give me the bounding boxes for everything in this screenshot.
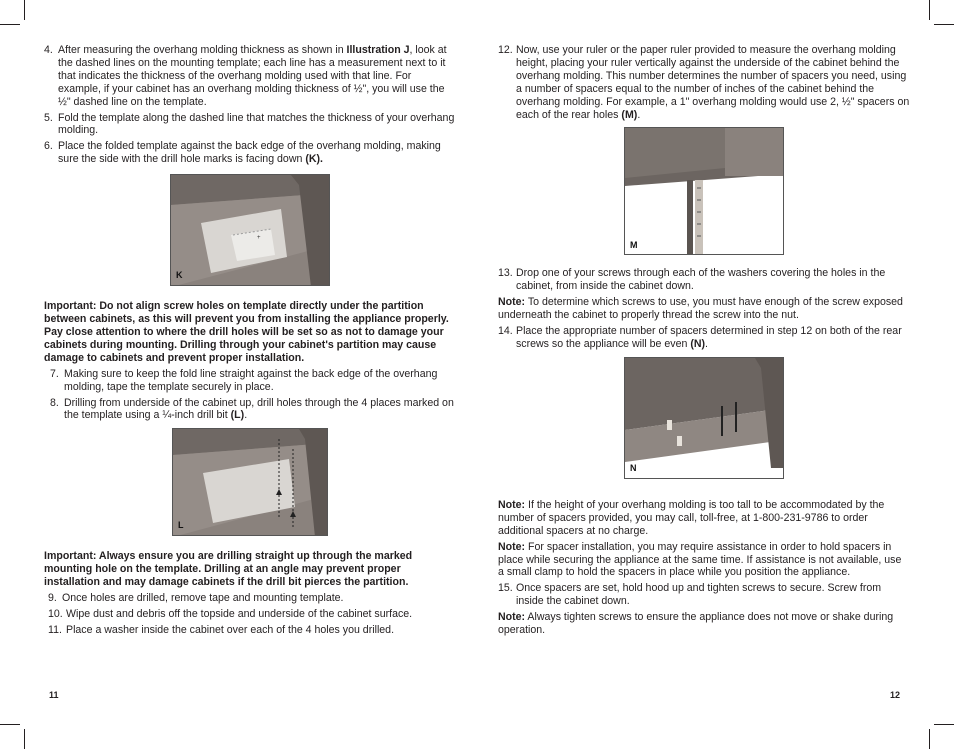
note-text: For spacer installation, you may require assistance in order to hold spacers in place while securing the appliance at the same time. If assistance is not available, use a small clamp to hold the spacers in place while you position the appliance. <box>498 540 902 579</box>
step-list <box>44 44 456 166</box>
note-text: Always tighten screws to ensure the appliance does not move or shake during operation. <box>498 611 894 637</box>
step-number: 10. <box>48 607 63 620</box>
step-text: Wipe dust and debris off the topside and underside of the cabinet surface. <box>66 607 413 620</box>
step-text: . <box>244 409 248 422</box>
step-text: . <box>705 337 708 350</box>
step-text-bold: Illustration J <box>346 44 410 56</box>
step-text: After measuring the overhang molding thickness as shown in <box>58 44 347 56</box>
illustration-l <box>172 428 328 536</box>
note-label: Note: <box>498 540 526 553</box>
page-number-right: 12 <box>890 690 901 700</box>
figure-label-m: M <box>630 239 638 250</box>
step-number: 13. <box>498 267 513 280</box>
important-note-drilling: Important: Always ensure you are drilling straight up through the marked mounting hole on the template. Drilling at an angle may prevent proper installation and may damage cabinets if the drill bit pierces the partition. <box>44 550 413 589</box>
illustration-m-image <box>625 128 784 255</box>
step-item <box>50 368 456 394</box>
step-text: Once spacers are set, hold hood up and tighten screws to secure. Screw from inside the cabinet down. <box>516 582 882 608</box>
step-text: Place a washer inside the cabinet over each of the 4 holes you drilled. <box>66 623 395 636</box>
step-text: Once holes are drilled, remove tape and mounting template. <box>62 592 344 605</box>
crop-mark-bottom-left-h <box>0 724 20 725</box>
note-text: If the height of your overhang molding is too tall to be accommodated by the number of spacers provided, you may call, toll-free, at 1-800-231-9786 to order additional spacers at no charge. <box>498 498 885 537</box>
note-spacer-installation <box>498 541 910 580</box>
step-list <box>44 368 456 423</box>
step-number: 6. <box>44 140 53 153</box>
illustration-l-image <box>173 429 328 536</box>
crop-mark-top-right-h <box>934 24 954 25</box>
illustration-n-image <box>625 358 784 479</box>
step-item <box>44 112 456 138</box>
step-number: 5. <box>44 111 53 124</box>
illustration-k-image <box>171 175 330 286</box>
svg-text:+: + <box>257 235 261 242</box>
figure-label-k: K <box>176 270 183 281</box>
step-text: Place the folded template against the back edge of the overhang molding, making sure the side with the drill hole marks is facing down <box>58 140 441 166</box>
step-item <box>48 592 456 605</box>
step-item <box>498 44 910 121</box>
step-text: Making sure to keep the fold line straight against the back edge of the overhang molding, tape the template securely in place. <box>64 367 438 393</box>
step-item <box>498 582 910 608</box>
note-tighten-screws <box>498 611 910 637</box>
note-label: Note: <box>498 296 526 309</box>
step-item <box>498 325 910 351</box>
step-text: . <box>637 108 641 121</box>
step-number: 7. <box>50 367 59 380</box>
step-text-bold: (N) <box>690 337 706 350</box>
note-screw-length <box>498 296 910 322</box>
crop-mark-bottom-right <box>929 729 930 749</box>
note-spacers-toll-free <box>498 499 910 538</box>
step-item <box>50 397 456 423</box>
step-text: Drilling from underside of the cabinet up, drill holes through the 4 places marked on the template using a ¼-inch drill bit <box>64 396 454 422</box>
page-number-left: 11 <box>49 690 59 700</box>
step-number: 14. <box>498 325 513 338</box>
step-item <box>44 44 456 109</box>
important-note-partition: Important: Do not align screw holes on template directly under the partition between cabinets, as this will prevent you from installing the appliance properly. Pay close attention to where the drill holes will be set so as not to damage your cabinets during mounting. Drilling through your cabinet's partition may cause damage to cabinets and prevent proper installation. <box>44 300 449 364</box>
step-text: Drop one of your screws through each of the washers covering the holes in the cabinet, from inside the cabinet down. <box>516 267 886 293</box>
crop-mark-bottom-right-h <box>934 724 954 725</box>
note-text: To determine which screws to use, you must have enough of the screw exposed underneath the cabinet to properly thread the screw into the nut. <box>498 296 903 322</box>
step-number: 11. <box>48 623 62 636</box>
step-text: Fold the template along the dashed line that matches the thickness of your overhang molding. <box>58 111 455 137</box>
note-label: Note: <box>498 611 526 624</box>
crop-mark-top-left-h <box>0 24 20 25</box>
step-text-bold: (L) <box>230 409 245 422</box>
illustration-k <box>170 174 330 286</box>
crop-mark-bottom-left <box>24 729 25 749</box>
illustration-m <box>624 127 784 255</box>
note-label: Note: <box>498 498 526 511</box>
right-page-column <box>498 44 910 640</box>
step-text-bold: (M) <box>621 108 638 121</box>
figure-label-l: L <box>178 520 184 531</box>
step-text: Place the appropriate number of spacers determined in step 12 on both of the rear screws so the appliance will be even <box>516 325 902 350</box>
crop-mark-top-left <box>24 0 25 20</box>
illustration-n <box>624 357 784 479</box>
step-number: 9. <box>48 592 57 605</box>
step-number: 12. <box>498 44 513 56</box>
step-number: 15. <box>498 582 513 595</box>
step-text: , look at the dashed lines on the mounting template; each line has a measurement next to it that indicates the thickness of the overhang molding used with that line. For example, if your cabinet has an overhang molding thickness of ½", you will use the ½" dashed line on the template. <box>58 44 447 108</box>
step-list <box>44 592 456 637</box>
step-text-bold: (K). <box>305 153 323 166</box>
step-text: Now, use your ruler or the paper ruler provided to measure the overhang molding height, placing your ruler vertically against the underside of the cabinet behind the overhang molding. This number determines the number of spacers you need, using a number of spacers equal to the number of inches of the cabinet behind the overhang molding. For example, a 1" overhang molding would use 2, ½" spacers on each of the rear holes <box>516 44 910 121</box>
step-number: 4. <box>44 44 53 56</box>
step-number: 8. <box>50 396 59 409</box>
crop-mark-top-right <box>929 0 930 20</box>
figure-label-n: N <box>630 462 637 473</box>
step-item <box>48 608 456 621</box>
step-item <box>498 267 910 293</box>
left-page-column <box>44 44 456 640</box>
step-item <box>44 140 456 166</box>
step-item <box>48 624 456 637</box>
